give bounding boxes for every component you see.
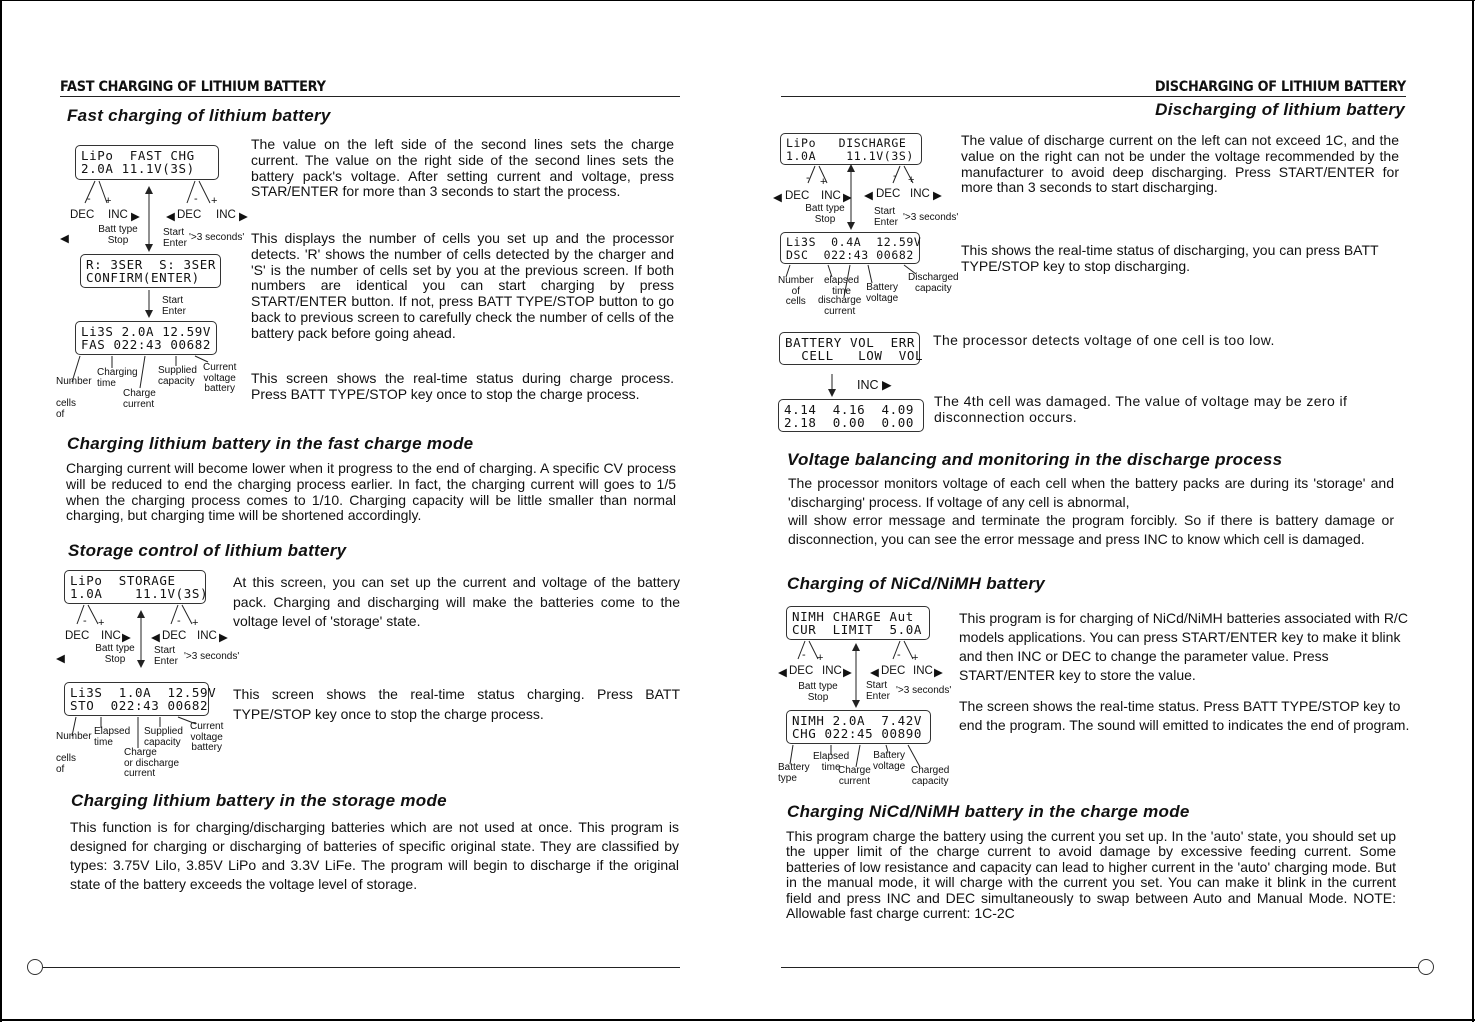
- label-line: elapsed: [824, 275, 860, 286]
- arrow-right-icon: ▶: [933, 190, 942, 202]
- nicd-mode-title: Charging NiCd/NiMH battery in the charge mode: [787, 802, 1190, 821]
- minus-sign: -: [83, 615, 87, 627]
- label-line: current: [838, 775, 870, 787]
- label-line: Number: [56, 731, 92, 742]
- nicd-para-2: The screen shows the real-time status. Press BATT TYPE/STOP key to end the program. The sound will emitted to indicates the end of program.: [959, 698, 1410, 733]
- batt-type-text: Batt type: [95, 643, 135, 654]
- lcd-line-1: Li3S 0.4A 12.59V: [786, 235, 922, 249]
- inc-label-2: INC: [197, 630, 217, 642]
- arrow-left-icon: ◀: [778, 667, 787, 679]
- seconds-label: '>3 seconds': [896, 685, 952, 696]
- lcd-line-2: 1.0A 11.1V(3S): [70, 586, 209, 601]
- fast-mode-body: Charging current will become lower when it progress to the end of charging. A specific CV process will be reduced to end the charging process earlier. In fact, the charging current will goes to 1/5 when the charging process comes to 1/10. Charging capacity will be little smaller than normal charging, but charging time will be shortened accordingly.: [66, 460, 676, 524]
- enter-text: Enter: [163, 237, 187, 249]
- dec-label: DEC: [785, 190, 810, 202]
- inc-label: INC: [101, 630, 121, 642]
- lcd-line-2: FAS 022:43 00682: [81, 337, 212, 352]
- stop-text: Stop: [814, 213, 836, 225]
- start-text: Start: [154, 645, 176, 656]
- batt-type-text: Batt type: [805, 203, 845, 214]
- label-line: discharge: [818, 295, 862, 306]
- lcd-line-2: CHG 022:45 00890: [792, 726, 923, 741]
- label-line: time: [94, 736, 113, 748]
- enter-text: Enter: [154, 655, 178, 667]
- arrow-left-icon: ◀: [56, 653, 65, 665]
- label-line: of: [56, 764, 65, 775]
- seconds-label: '>3 seconds': [903, 212, 959, 223]
- inc-label: INC: [822, 665, 842, 677]
- fast-charging-para-3: This screen shows the real-time status during charge process. Press BATT TYPE/STOP key once to stop the charge process.: [251, 370, 674, 402]
- lcd-line-2: STO 022:43 00682: [70, 698, 209, 713]
- lcd-line-1: NIMH CHARGE Aut: [792, 609, 914, 624]
- plus-sign: +: [908, 174, 915, 186]
- balancing-title: Voltage balancing and monitoring in the discharge process: [787, 450, 1283, 469]
- fast-charging-para-2: This displays the number of cells you set up and the processor detects. 'R' shows the number of cells detected by the charger and 'S' is the number of cells set by you at the previous screen. If both numbers are identical you can start charging by press START/ENTER button. If not, press BATT TYPE/STOP button to go back to previous screen to carefully check the number of cells of the battery pack before going ahead.: [251, 230, 674, 341]
- seconds-label: '>3 seconds': [189, 232, 245, 243]
- minus-sign: -: [897, 649, 901, 661]
- label-line: capacity: [158, 375, 195, 387]
- lcd-line-2: CONFIRM(ENTER): [86, 270, 200, 285]
- arrow-left-icon: ◀: [870, 667, 879, 679]
- storage-para-1: At this screen, you can set up the current and voltage of the battery pack. Charging and discharging will make the batteries come to the voltage level of 'storage' state.: [233, 574, 680, 629]
- lcd-line-1: LiPo FAST CHG: [81, 148, 195, 163]
- enter-text: Enter: [866, 690, 890, 702]
- lcd-line-1: LiPo DISCHARGE: [786, 136, 907, 150]
- nicd-title: Charging of NiCd/NiMH battery: [787, 574, 1046, 593]
- minus-sign: -: [806, 172, 810, 184]
- arrow-right-icon: ▶: [122, 632, 131, 644]
- dec-label-2: DEC: [177, 209, 202, 221]
- lcd-line-1: R: 3SER S: 3SER: [86, 257, 217, 272]
- inc-label-2: INC: [913, 665, 933, 677]
- lcd-line-2: CUR LIMIT 5.0A: [792, 622, 923, 637]
- plus-sign: +: [820, 176, 827, 188]
- label-line: Charge: [123, 388, 156, 399]
- enter-text: Enter: [162, 305, 186, 317]
- arrow-right-icon: ▶: [239, 211, 248, 223]
- dec-label: DEC: [65, 630, 90, 642]
- left-page-header: FAST CHARGING OF LITHIUM BATTERY: [60, 79, 326, 95]
- minus-sign: -: [87, 193, 91, 205]
- lcd-line-1: NIMH 2.0A 7.42V: [792, 713, 923, 728]
- storage-mode-body: This function is for charging/discharging batteries which are not used at once. This program is designed for charging or discharging of batteries of specific original state. They are classified by types: 3.75V Lilo, 3.85V LiPo and 3.3V LiFe. The program will begin to discharge if the original state of the battery exceeds the voltage level of storage.: [70, 819, 679, 892]
- minus-sign: -: [194, 193, 198, 205]
- storage-para-2: This screen shows the real-time status charging. Press BATT TYPE/STOP key once to stop the charge process.: [233, 686, 680, 722]
- label-line: Battery: [866, 282, 898, 293]
- label-line: voltage: [203, 372, 236, 384]
- batt-type-text: Batt type: [798, 681, 838, 692]
- label-line: Charge: [838, 765, 871, 776]
- dec-label: DEC: [70, 209, 95, 221]
- fast-mode-title: Charging lithium battery in the fast charge mode: [67, 434, 474, 453]
- stop-text: Stop: [104, 653, 126, 665]
- arrow-left-icon: ◀: [773, 192, 782, 204]
- storage-control-title: Storage control of lithium battery: [68, 541, 347, 560]
- lcd-line-1: 4.14 4.16 4.09: [784, 402, 915, 417]
- label-line: of: [56, 409, 65, 420]
- lcd-line-2: 2.0A 11.1V(3S): [81, 161, 195, 176]
- start-text: Start: [163, 227, 185, 238]
- label-line: type: [778, 772, 797, 784]
- nicd-para-1: This program is for charging of NiCd/NiMH batteries associated with R/C models applications. You can press START/ENTER key to make it blink and then INC or DEC to change the parameter value. Press START/ENTER key to store the value.: [959, 610, 1408, 683]
- arrow-right-icon: ▶: [219, 632, 228, 644]
- label-line: Elapsed: [94, 726, 131, 737]
- lcd-line-1: LiPo STORAGE: [70, 573, 176, 588]
- stop-text: Stop: [107, 234, 129, 246]
- discharging-para-1: The value of discharge current on the left can not exceed 1C, and the value on the right can not be under the voltage recommended by the manufacturer to avoid deep discharging. Press START/ENTER for more than 3 seconds to start discharging.: [961, 132, 1399, 196]
- label-line: Charged: [911, 765, 950, 776]
- lcd-line-1: BATTERY VOL ERR: [785, 335, 916, 350]
- discharging-para-4: The 4th cell was damaged. The value of voltage may be zero if disconnection occurs.: [934, 393, 1348, 425]
- dec-label-2: DEC: [876, 188, 901, 200]
- arrow-right-icon: ▶: [131, 211, 140, 223]
- label-line: time: [821, 761, 841, 773]
- arrow-left-icon: ◀: [151, 632, 160, 644]
- arrow-right-icon: ▶: [843, 192, 852, 204]
- lcd-line-2: DSC 022:43 00682: [786, 248, 914, 262]
- balancing-body-1: The processor monitors voltage of each cell when the battery packs are during its 'storage' and 'discharging' process. If voltage of any cell is abnormal,: [788, 475, 1394, 510]
- arrow-right-icon: ▶: [843, 667, 852, 679]
- label-line: Number: [778, 275, 814, 286]
- label-line: battery: [204, 383, 235, 394]
- lcd-line-2: 1.0A 11.1V(3S): [786, 149, 914, 163]
- plus-sign: +: [98, 617, 105, 629]
- nicd-mode-body: This program charge the battery using the current you set up. In the 'auto' state, you should set up the upper limit of the charge current to avoid damage by excessive feeding current. Some batteries of low resistance and capacity can lead to higher current in the 'auto' charging mode. But in the manual mode, it will charge with the current you set. You can make it blink in the current field and press INC and DEC simultaneously to swap between Auto and Manual Mode. NOTE: Allowable fast charge current: 1C-2C: [786, 828, 1396, 922]
- stop-text: Stop: [807, 691, 829, 703]
- plus-sign: +: [105, 195, 112, 207]
- label-line: voltage: [866, 292, 899, 304]
- discharging-para-2: This shows the real-time status of discharging, you can press BATT TYPE/STOP key to stop discharging.: [961, 242, 1379, 274]
- dec-label-2: DEC: [881, 665, 906, 677]
- label-line: Battery: [873, 750, 905, 761]
- start-text: Start: [874, 206, 896, 217]
- start-text: Start: [866, 680, 888, 691]
- label-line: capacity: [914, 282, 952, 294]
- label-line: capacity: [911, 775, 949, 787]
- label-line: Charging: [97, 367, 138, 378]
- storage-mode-title: Charging lithium battery in the storage mode: [71, 791, 447, 810]
- label-line: cells: [56, 753, 77, 764]
- label-line: Discharged: [908, 272, 959, 283]
- label-line: Supplied: [144, 726, 183, 737]
- inc-label: INC: [821, 190, 841, 202]
- enter-text: Enter: [874, 216, 898, 228]
- plus-sign: +: [192, 617, 199, 629]
- batt-type-text: Batt type: [98, 224, 138, 235]
- arrow-left-icon: ◀: [166, 211, 175, 223]
- dec-label-2: DEC: [162, 630, 187, 642]
- label-line: Current: [190, 721, 224, 732]
- label-line: current: [124, 768, 156, 779]
- label-line: voltage: [873, 760, 906, 772]
- label-line: time: [832, 285, 851, 297]
- inc-label-2: INC: [216, 209, 236, 221]
- label-line: Current: [203, 362, 237, 373]
- minus-sign: -: [802, 649, 806, 661]
- fast-charging-para-1: The value on the left side of the second lines sets the charge current. The value on the right side of the second lines sets the battery pack's voltage. After setting current and voltage, press STAR/ENTER for more than 3 seconds to start the process.: [251, 136, 674, 200]
- inc-label-2: INC: [910, 188, 930, 200]
- inc-label: INC: [108, 209, 128, 221]
- label-line: Battery: [778, 762, 810, 773]
- label-line: Supplied: [158, 365, 197, 376]
- lcd-line-2: 2.18 0.00 0.00: [784, 415, 915, 430]
- discharging-title: Discharging of lithium battery: [1155, 100, 1405, 119]
- lcd-line-1: Li3S 2.0A 12.59V: [81, 324, 212, 339]
- plus-sign: +: [912, 652, 919, 664]
- arrow-left-icon: ◀: [60, 233, 69, 245]
- right-page-header: DISCHARGING OF LITHIUM BATTERY: [1154, 79, 1406, 95]
- seconds-label: '>3 seconds': [184, 651, 240, 662]
- plus-sign: +: [211, 195, 218, 207]
- label-line: cells: [785, 296, 806, 307]
- discharging-para-3: The processor detects voltage of one cell is too low.: [933, 332, 1275, 348]
- label-line: time: [97, 377, 116, 389]
- fast-charging-title: Fast charging of lithium battery: [67, 106, 331, 125]
- plus-sign: +: [817, 652, 824, 664]
- arrow-right-icon: ▶: [882, 378, 892, 392]
- balancing-body-2: will show error message and terminate the program forcibly. So if there is battery damage or disconnection, you can see the error message and press INC to know which cell is damaged.: [788, 512, 1394, 547]
- start-text: Start: [162, 295, 184, 306]
- lcd-line-2: CELL LOW VOL: [785, 348, 924, 363]
- label-line: current: [824, 305, 856, 317]
- label-line: Charge: [124, 747, 157, 758]
- label-line: or discharge: [124, 757, 180, 769]
- arrow-left-icon: ◀: [864, 190, 873, 202]
- minus-sign: -: [177, 615, 181, 627]
- label-line: voltage: [190, 731, 223, 743]
- inc-text: INC: [857, 378, 879, 392]
- minus-sign: -: [893, 170, 897, 182]
- label-line: battery: [191, 742, 222, 753]
- label-line: current: [123, 398, 155, 410]
- label-line: of: [791, 285, 800, 297]
- label-line: Number: [56, 376, 92, 387]
- lcd-line-1: Li3S 1.0A 12.59V: [70, 685, 217, 700]
- label-line: cells: [56, 398, 77, 409]
- label-line: capacity: [144, 736, 181, 748]
- arrow-right-icon: ▶: [934, 667, 943, 679]
- dec-label: DEC: [789, 665, 814, 677]
- label-line: Elapsed: [813, 751, 850, 762]
